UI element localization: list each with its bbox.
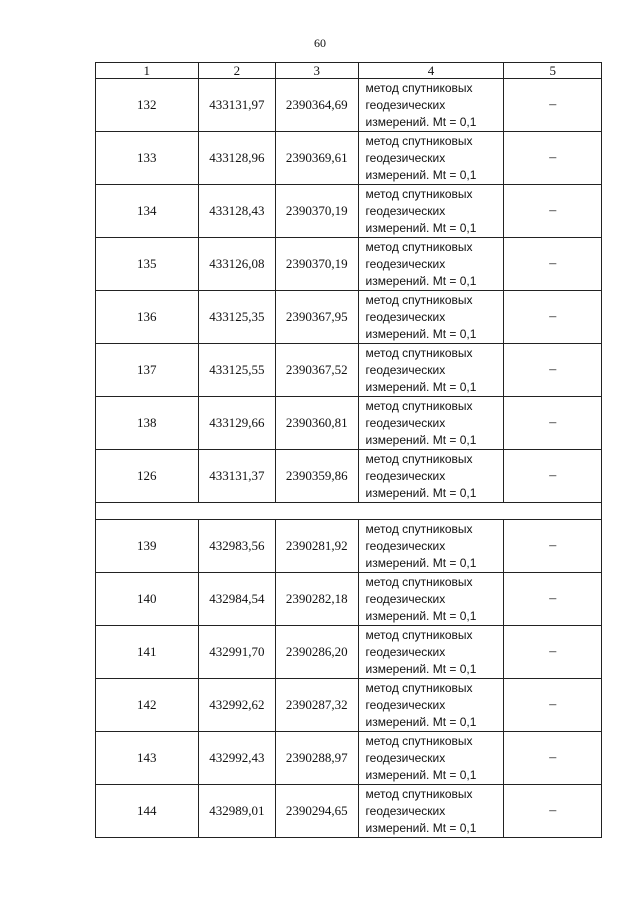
method-cell — [358, 732, 504, 785]
point-number-cell: 143 — [96, 732, 199, 785]
point-number-cell: 141 — [96, 626, 199, 679]
point-number-cell: 135 — [96, 238, 199, 291]
method-line: геодезических — [365, 538, 446, 553]
column-header: 2 — [198, 63, 275, 79]
accuracy-cell: – — [504, 520, 602, 573]
method-cell — [358, 344, 504, 397]
column-header: 5 — [504, 63, 602, 79]
accuracy-cell: – — [504, 626, 602, 679]
method-line: метод спутниковых — [365, 398, 473, 413]
y-coordinate-cell: 2390281,92 — [276, 520, 358, 573]
point-number-cell: 139 — [96, 520, 199, 573]
method-line: метод спутниковых — [365, 345, 473, 360]
accuracy-cell: – — [504, 132, 602, 185]
method-line: геодезических — [365, 97, 446, 112]
method-line: метод спутниковых — [365, 451, 473, 466]
y-coordinate-cell: 2390370,19 — [276, 185, 358, 238]
table-row — [96, 397, 602, 450]
table-row — [96, 626, 602, 679]
accuracy-cell: – — [504, 344, 602, 397]
y-coordinate-cell: 2390359,86 — [276, 450, 358, 503]
method-cell — [358, 573, 504, 626]
y-coordinate-cell: 2390364,69 — [276, 79, 358, 132]
point-number-cell: 126 — [96, 450, 199, 503]
accuracy-cell: – — [504, 732, 602, 785]
method-line: геодезических — [365, 203, 446, 218]
table-body — [96, 79, 602, 838]
column-header: 1 — [96, 63, 199, 79]
x-coordinate-cell: 433126,08 — [198, 238, 275, 291]
group-separator-row — [96, 503, 602, 520]
x-coordinate-cell: 432983,56 — [198, 520, 275, 573]
table-row — [96, 520, 602, 573]
method-line: измерений. Mt = 0,1 — [365, 714, 477, 729]
method-line: геодезических — [365, 468, 446, 483]
method-line: измерений. Mt = 0,1 — [365, 167, 477, 182]
method-cell — [358, 626, 504, 679]
table-row — [96, 185, 602, 238]
x-coordinate-cell: 433129,66 — [198, 397, 275, 450]
method-cell — [358, 238, 504, 291]
y-coordinate-cell: 2390367,95 — [276, 291, 358, 344]
method-line: метод спутниковых — [365, 680, 473, 695]
column-header: 4 — [358, 63, 504, 79]
method-line: измерений. Mt = 0,1 — [365, 220, 477, 235]
accuracy-cell: – — [504, 573, 602, 626]
point-number-cell: 136 — [96, 291, 199, 344]
method-line: измерений. Mt = 0,1 — [365, 555, 477, 570]
method-line: метод спутниковых — [365, 186, 473, 201]
method-line: метод спутниковых — [365, 80, 473, 95]
method-line: геодезических — [365, 803, 446, 818]
method-line: геодезических — [365, 309, 446, 324]
table-row — [96, 238, 602, 291]
method-cell — [358, 679, 504, 732]
table-row — [96, 450, 602, 503]
method-line: геодезических — [365, 644, 446, 659]
accuracy-cell: – — [504, 397, 602, 450]
accuracy-cell: – — [504, 238, 602, 291]
table-row — [96, 291, 602, 344]
table-header-row — [96, 63, 602, 79]
method-cell — [358, 185, 504, 238]
x-coordinate-cell: 433131,37 — [198, 450, 275, 503]
method-line: измерений. Mt = 0,1 — [365, 661, 477, 676]
method-cell — [358, 132, 504, 185]
method-cell — [358, 291, 504, 344]
method-cell — [358, 79, 504, 132]
y-coordinate-cell: 2390369,61 — [276, 132, 358, 185]
method-line: геодезических — [365, 591, 446, 606]
point-number-cell: 140 — [96, 573, 199, 626]
method-line: геодезических — [365, 362, 446, 377]
y-coordinate-cell: 2390370,19 — [276, 238, 358, 291]
method-line: метод спутниковых — [365, 239, 473, 254]
method-line: геодезических — [365, 256, 446, 271]
x-coordinate-cell: 433125,35 — [198, 291, 275, 344]
method-line: измерений. Mt = 0,1 — [365, 767, 477, 782]
table-row — [96, 79, 602, 132]
y-coordinate-cell: 2390294,65 — [276, 785, 358, 838]
point-number-cell: 144 — [96, 785, 199, 838]
point-number-cell: 132 — [96, 79, 199, 132]
y-coordinate-cell: 2390360,81 — [276, 397, 358, 450]
x-coordinate-cell: 432991,70 — [198, 626, 275, 679]
x-coordinate-cell: 433125,55 — [198, 344, 275, 397]
accuracy-cell: – — [504, 185, 602, 238]
point-number-cell: 134 — [96, 185, 199, 238]
method-line: метод спутниковых — [365, 292, 473, 307]
table-row — [96, 132, 602, 185]
table-row — [96, 679, 602, 732]
method-cell — [358, 397, 504, 450]
separator-cell — [96, 503, 602, 520]
x-coordinate-cell: 432992,43 — [198, 732, 275, 785]
method-line: метод спутниковых — [365, 574, 473, 589]
method-line: метод спутниковых — [365, 627, 473, 642]
method-line: метод спутниковых — [365, 521, 473, 536]
y-coordinate-cell: 2390286,20 — [276, 626, 358, 679]
accuracy-cell: – — [504, 679, 602, 732]
y-coordinate-cell: 2390367,52 — [276, 344, 358, 397]
x-coordinate-cell: 432989,01 — [198, 785, 275, 838]
point-number-cell: 142 — [96, 679, 199, 732]
method-cell — [358, 520, 504, 573]
method-line: измерений. Mt = 0,1 — [365, 820, 477, 835]
method-line: геодезических — [365, 750, 446, 765]
method-cell — [358, 450, 504, 503]
accuracy-cell: – — [504, 291, 602, 344]
method-line: геодезических — [365, 415, 446, 430]
table-row — [96, 573, 602, 626]
column-header: 3 — [276, 63, 358, 79]
accuracy-cell: – — [504, 785, 602, 838]
point-number-cell: 133 — [96, 132, 199, 185]
x-coordinate-cell: 432992,62 — [198, 679, 275, 732]
point-number-cell: 137 — [96, 344, 199, 397]
table-row — [96, 732, 602, 785]
method-line: измерений. Mt = 0,1 — [365, 273, 477, 288]
method-line: метод спутниковых — [365, 733, 473, 748]
method-line: измерений. Mt = 0,1 — [365, 432, 477, 447]
accuracy-cell: – — [504, 79, 602, 132]
method-line: метод спутниковых — [365, 133, 473, 148]
point-number-cell: 138 — [96, 397, 199, 450]
y-coordinate-cell: 2390287,32 — [276, 679, 358, 732]
x-coordinate-cell: 433131,97 — [198, 79, 275, 132]
method-line: метод спутниковых — [365, 786, 473, 801]
table-row — [96, 785, 602, 838]
method-line: измерений. Mt = 0,1 — [365, 326, 477, 341]
method-line: геодезических — [365, 150, 446, 165]
y-coordinate-cell: 2390288,97 — [276, 732, 358, 785]
method-line: геодезических — [365, 697, 446, 712]
method-line: измерений. Mt = 0,1 — [365, 379, 477, 394]
x-coordinate-cell: 433128,96 — [198, 132, 275, 185]
y-coordinate-cell: 2390282,18 — [276, 573, 358, 626]
page-number: 60 — [314, 36, 326, 50]
x-coordinate-cell: 433128,43 — [198, 185, 275, 238]
method-line: измерений. Mt = 0,1 — [365, 485, 477, 500]
coordinates-table — [95, 62, 602, 838]
method-line: измерений. Mt = 0,1 — [365, 114, 477, 129]
method-line: измерений. Mt = 0,1 — [365, 608, 477, 623]
x-coordinate-cell: 432984,54 — [198, 573, 275, 626]
method-cell — [358, 785, 504, 838]
accuracy-cell: – — [504, 450, 602, 503]
table-row — [96, 344, 602, 397]
